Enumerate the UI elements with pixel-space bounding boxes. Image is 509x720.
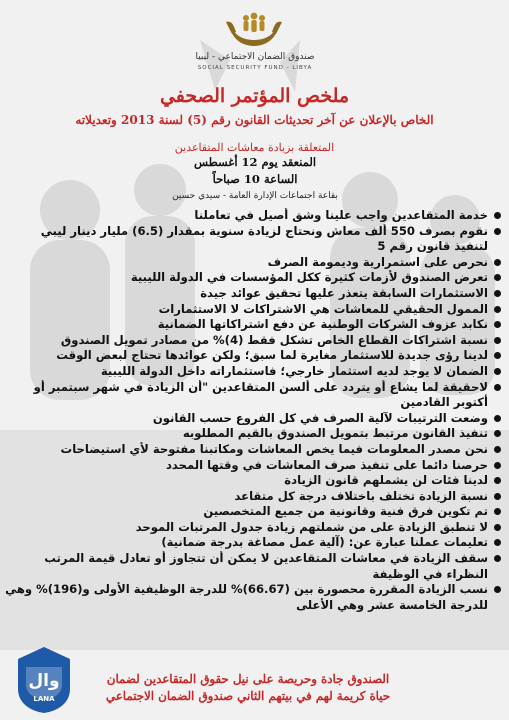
key-points-list bbox=[5, 208, 503, 613]
list-item: الممول الحقيقي للمعاشات هي الاشتراكات لا الاستثمارات bbox=[5, 302, 503, 318]
list-item: لدينا رؤى جديدة للاستثمار مغايرة لما سبق؛ ولكن عوائدها تحتاج لبعض الوقت bbox=[5, 348, 503, 364]
lana-badge-icon bbox=[14, 645, 74, 715]
list-item: تعليمات عملنا عبارة عن: (آلية عمل مصاغة بدرجة ضمانية) bbox=[5, 535, 503, 551]
list-item: نحرص على استمرارية وديمومة الصرف bbox=[5, 255, 503, 271]
list-item: نسبة اشتراكات القطاع الخاص تشكل فقط (4)% من مصادر تمويل الصندوق bbox=[5, 333, 503, 349]
list-item: نسب الزيادة المقررة محصورة بين (66.67)% للدرجة الوظيفية الأولى و(196)% وهي للدرجة الخامسة عشر وهي الأعلى bbox=[5, 582, 503, 613]
list-item: خدمة المتقاعدين واجب علينا وشق أصيل في تعاملنا bbox=[5, 208, 503, 224]
org-name-arabic: صندوق الضمان الاجتماعي - ليبيا bbox=[195, 52, 315, 62]
list-item: سقف الزيادة في معاشات المتقاعدين لا يمكن أن تتجاوز أو تعادل قيمة المرتب النظراء في الوظيفة bbox=[5, 551, 503, 582]
event-venue: بقاعة اجتماعات الإدارة العامة - سيدي حسين bbox=[172, 191, 338, 201]
list-item: لدينا فئات لن يشملهم قانون الزيادة bbox=[5, 473, 503, 489]
org-name-english: SOCIAL SECURITY FUND - LIBYA bbox=[197, 65, 313, 71]
lana-badge-label: LANA bbox=[33, 695, 55, 703]
list-item: وضعت الترتيبات لآلية الصرف في كل الفروع حسب القانون bbox=[5, 411, 503, 427]
list-item: الاستثمارات السابقة يتعذر عليها تحقيق عوائد جيدة bbox=[5, 286, 503, 302]
closing-line-1: الصندوق جادة وحريصة على نيل حقوق المتقاعدين لضمان bbox=[106, 672, 390, 686]
event-time: الساعة 10 صباحاً bbox=[212, 172, 298, 186]
page-subtitle: الخاص بالإعلان عن آخر تحديثات القانون رقم (5) لسنة 2013 وتعديلاته bbox=[75, 113, 434, 127]
event-date: المنعقد يوم 12 أغسطس bbox=[193, 155, 317, 169]
list-item: تم تكوين فرق فنية وقانونية من جميع المتخصصين bbox=[5, 504, 503, 520]
closing-line-2: حياة كريمة لهم في بيتهم الثاني صندوق الضمان الاجتماعي bbox=[105, 689, 391, 703]
list-item: لاحقيقة لما يشاع أو يتردد على ألسن المتقاعدين "أن الزيادة في شهر سبتمبر أو أكتوبر القادمين bbox=[5, 380, 503, 411]
list-item: الضمان لا يوجد لديه استثمار خارجي؛ فاستثماراته داخل الدولة الليبية bbox=[5, 364, 503, 380]
list-item: نقوم بصرف 550 ألف معاش ونحتاج لزيادة سنوية بمقدار (6.5) مليار دينار ليبي لتنفيذ قانون رقم 5 bbox=[5, 224, 503, 255]
page-title: ملخص المؤتمر الصحفي bbox=[159, 85, 350, 107]
list-item: حرصنا دائما على تنفيذ صرف المعاشات في وقتها المحدد bbox=[5, 458, 503, 474]
svg-text:وال: وال bbox=[28, 671, 60, 691]
list-item: تعرض الصندوق لأزمات كثيرة ككل المؤسسات في الدولة الليبية bbox=[5, 270, 503, 286]
closing-statement bbox=[70, 671, 426, 705]
list-item: نكابد عزوف الشركات الوطنية عن دفع اشتراكاتها الضمانية bbox=[5, 317, 503, 333]
page-subtitle-secondary: المتعلقة بزيادة معاشات المتقاعدين bbox=[174, 141, 335, 154]
list-item: لا تنطبق الزيادة على من شملتهم زيادة جدول المرتبات الموحد bbox=[5, 520, 503, 536]
hands-crowd-emblem-icon bbox=[224, 6, 284, 50]
list-item: نحن مصدر المعلومات فيما يخص المعاشات ومكاتبنا مفتوحة لأي استيضاحات bbox=[5, 442, 503, 458]
list-item: تنفيذ القانون مرتبط بتمويل الصندوق بالقيم المطلوبه bbox=[5, 426, 503, 442]
list-item: نسبة الزيادة تختلف باختلاف درجة كل متقاعد bbox=[5, 489, 503, 505]
